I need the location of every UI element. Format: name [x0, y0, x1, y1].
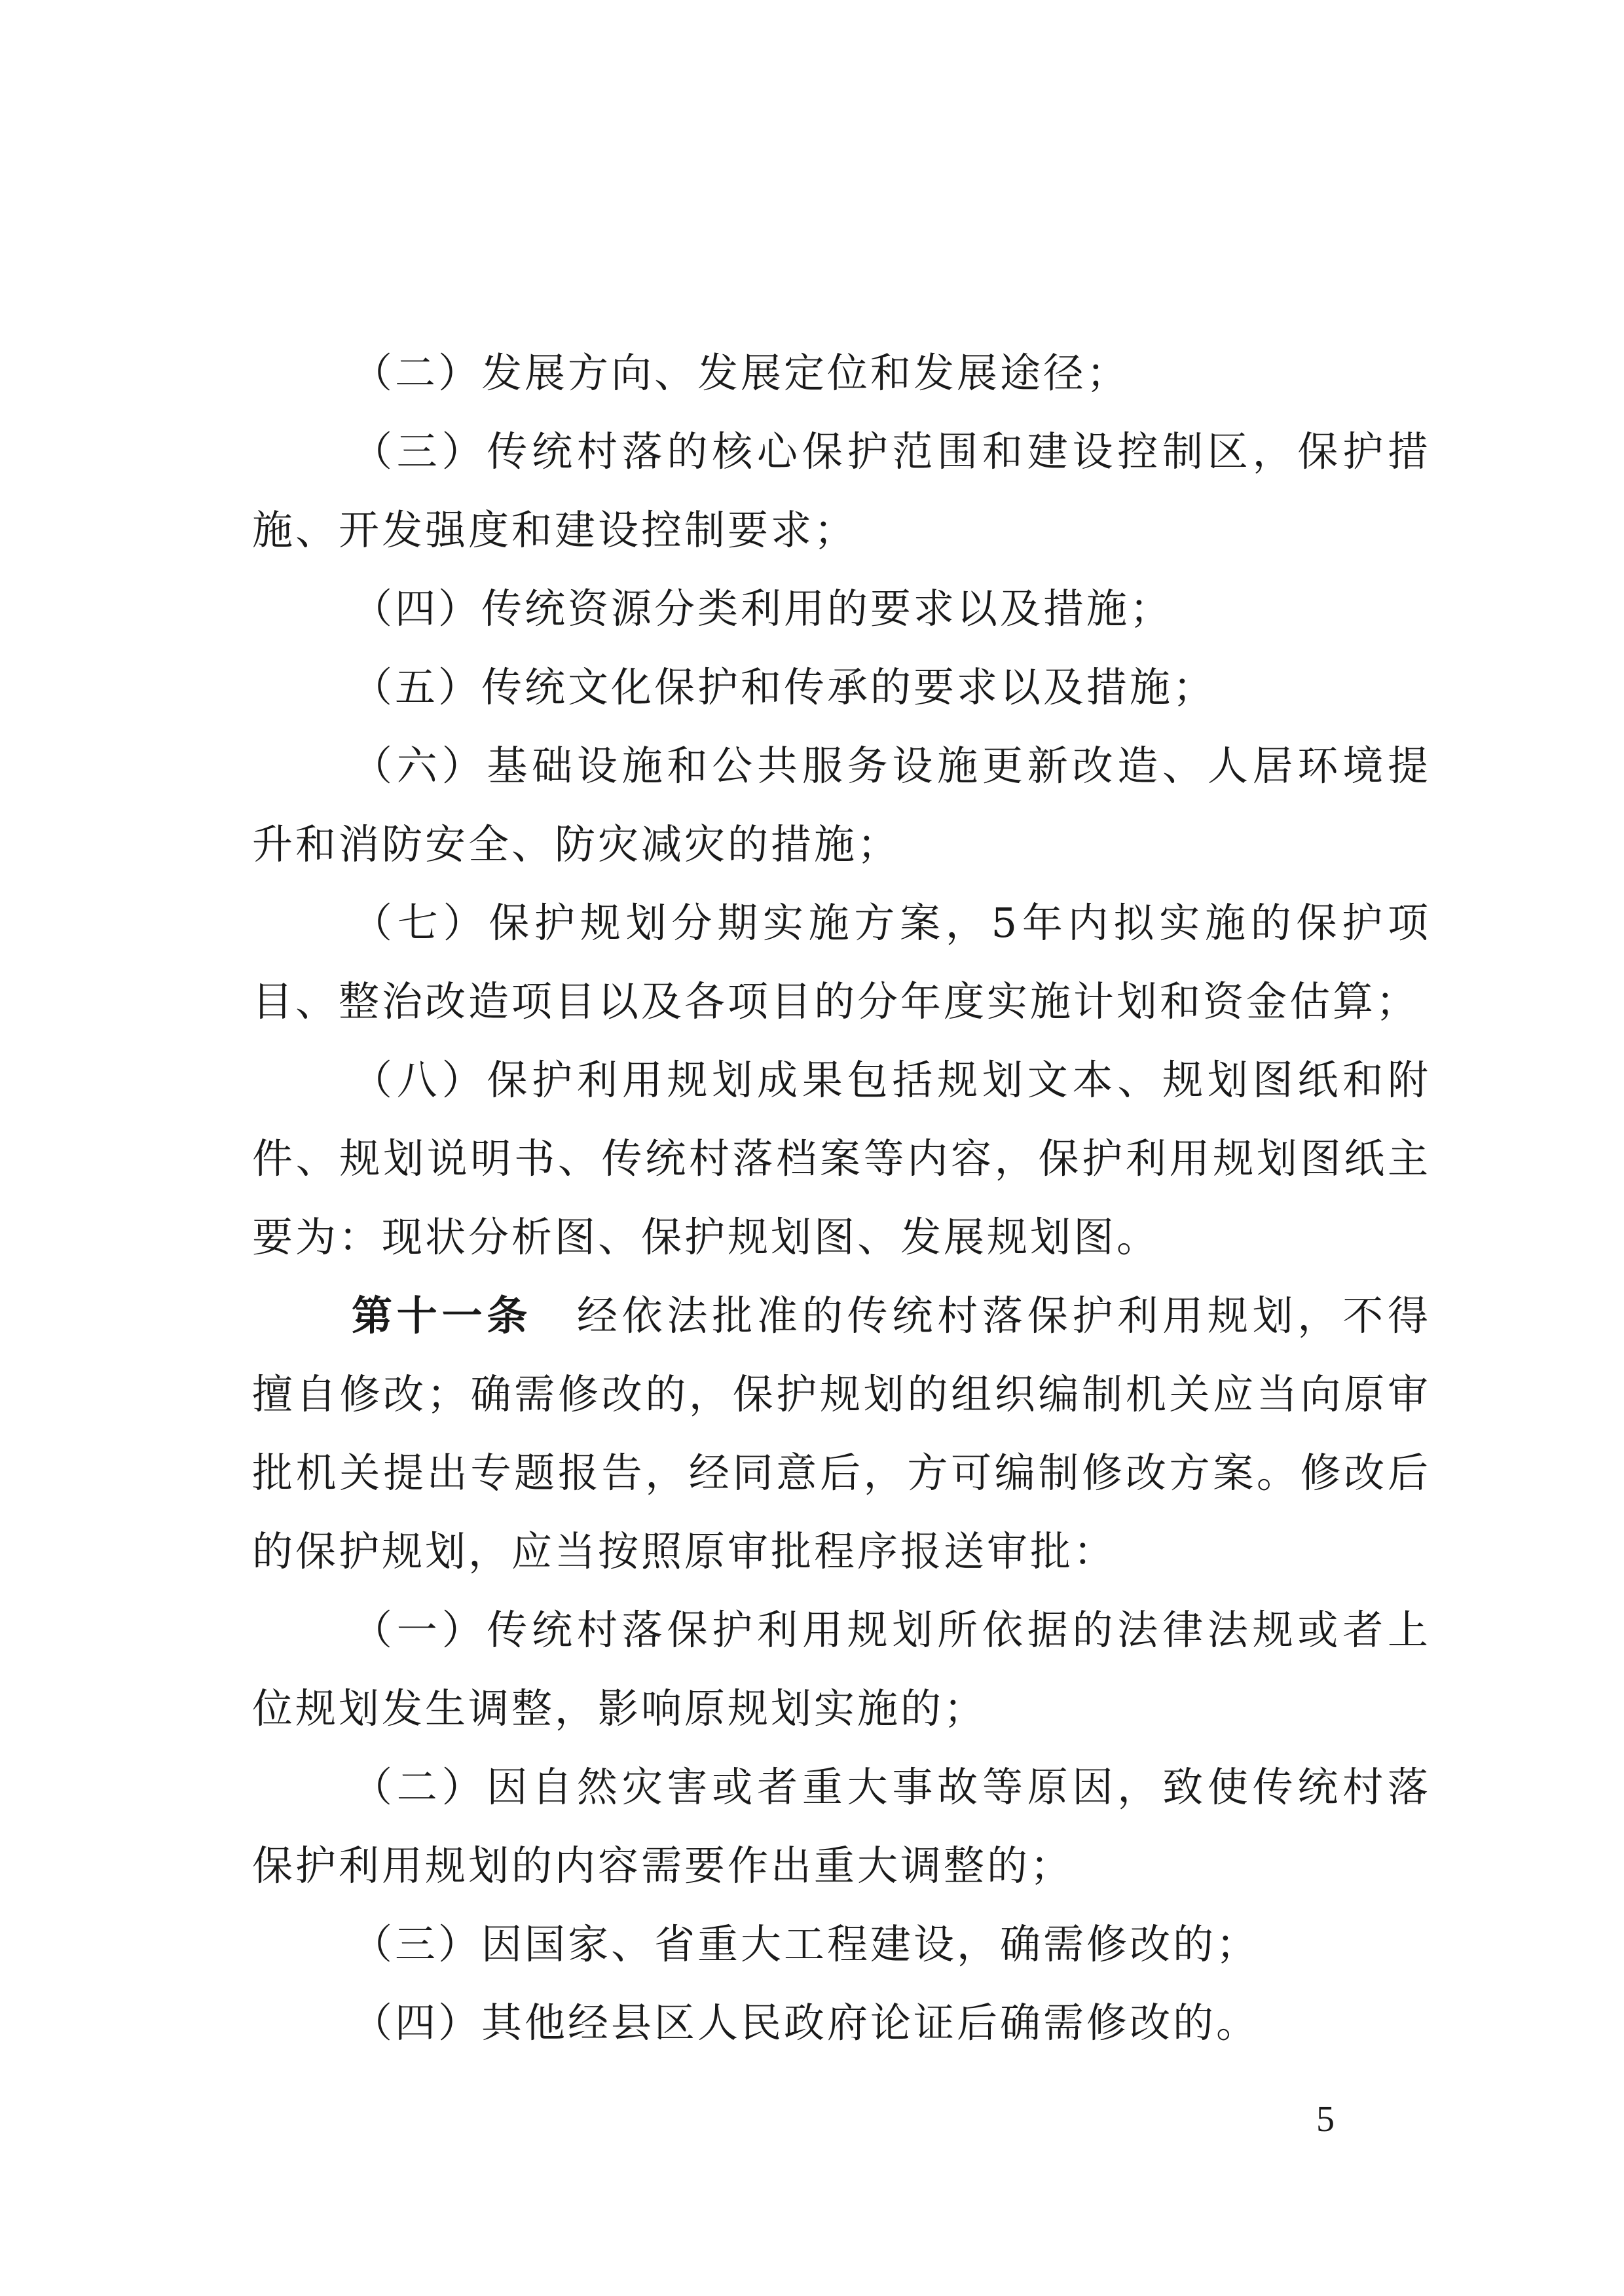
paragraph	[252, 1591, 1431, 1748]
paragraph	[252, 570, 1431, 648]
paragraph-text: （三）因国家、省重大工程建设，确需修改的；	[352, 1920, 1260, 1968]
page-number: 5	[1316, 2099, 1335, 2140]
paragraph-text: （八）保护利用规划成果包括规划文本、规划图纸和附件、规划说明书、传统村落档案等内容，保护利用规划图纸主要为：现状分析图、保护规划图、发展规划图。	[252, 1056, 1431, 1261]
article-label: 第十一条	[352, 1292, 532, 1339]
body-text	[252, 334, 1431, 2062]
paragraph	[252, 727, 1431, 884]
article-paragraph	[252, 1277, 1431, 1591]
paragraph	[252, 1748, 1431, 1905]
paragraph-text: （五）传统文化保护和传承的要求以及措施；	[352, 663, 1217, 711]
paragraph	[252, 1041, 1431, 1277]
paragraph	[252, 884, 1431, 1041]
paragraph	[252, 1984, 1431, 2062]
paragraph-text: （六）基础设施和公共服务设施更新改造、人居环境提升和消防安全、防灾减灾的措施；	[252, 742, 1431, 868]
paragraph-text: （二）发展方向、发展定位和发展途径；	[352, 349, 1130, 397]
paragraph-text: （七）保护规划分期实施方案，5年内拟实施的保护项目、整治改造项目以及各项目的分年度实施计划和资金估算；	[252, 899, 1431, 1025]
paragraph	[252, 334, 1431, 412]
paragraph-text: （四）传统资源分类利用的要求以及措施；	[352, 585, 1173, 632]
paragraph-text: （一）传统村落保护利用规划所依据的法律法规或者上位规划发生调整，影响原规划实施的；	[252, 1606, 1431, 1732]
paragraph-text: 经依法批准的传统村落保护利用规划，不得擅自修改；确需修改的，保护规划的组织编制机关应当向原审批机关提出专题报告，经同意后，方可编制修改方案。修改后的保护规划，应当按照原审批程序报送审批：	[252, 1292, 1431, 1575]
paragraph	[252, 648, 1431, 727]
paragraph-text: （三）传统村落的核心保护范围和建设控制区，保护措施、开发强度和建设控制要求；	[252, 428, 1431, 554]
paragraph	[252, 1905, 1431, 1984]
paragraph	[252, 412, 1431, 570]
paragraph-text: （四）其他经县区人民政府论证后确需修改的。	[352, 1999, 1260, 2047]
paragraph-text: （二）因自然灾害或者重大事故等原因，致使传统村落保护利用规划的内容需要作出重大调整的；	[252, 1763, 1431, 1889]
